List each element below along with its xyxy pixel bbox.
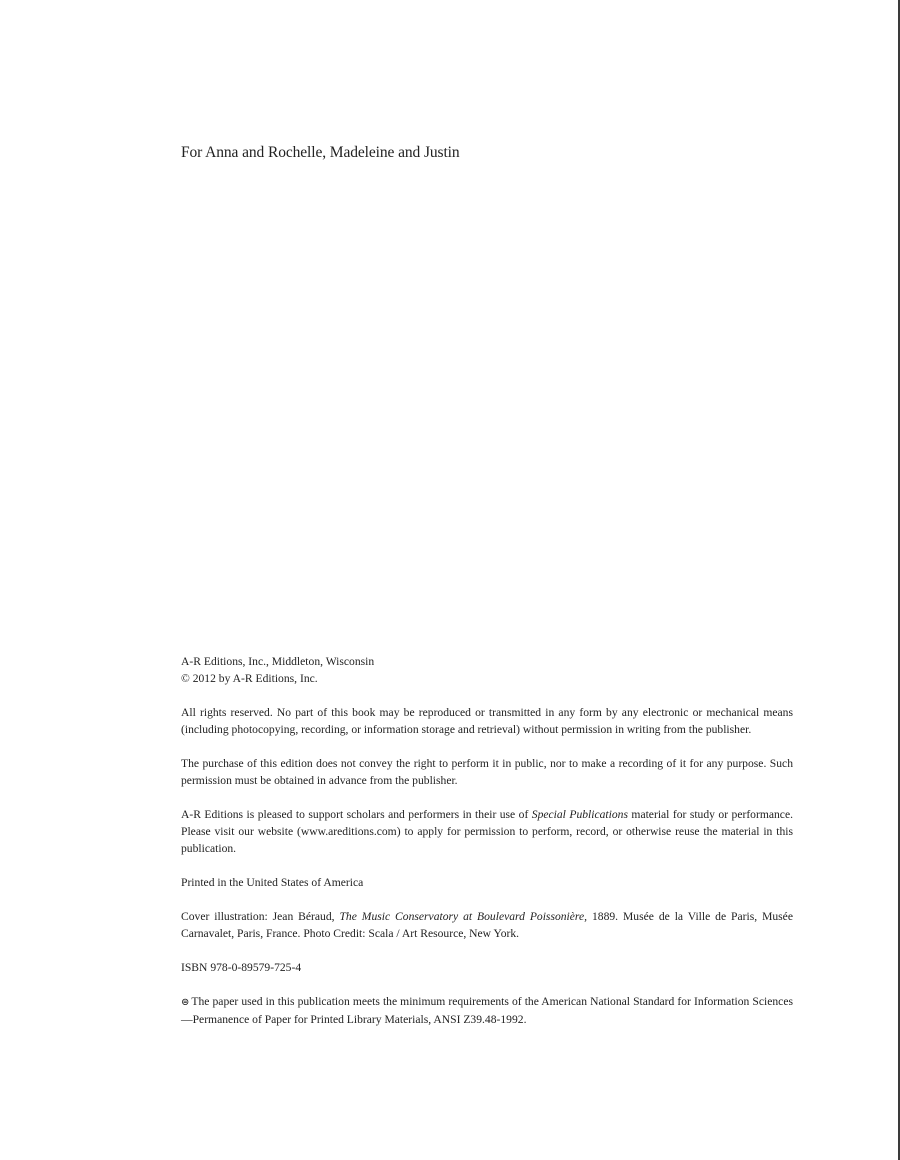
support-text-after: material for study or performance. Please visit our website (www.areditions.com) to apply for permission to perform, record, or otherwise reuse the material in this publication. (181, 808, 793, 855)
isbn: ISBN 978-0-89579-725-4 (181, 961, 302, 974)
publisher-location: A-R Editions, Inc., Middleton, Wisconsin (181, 655, 375, 668)
copyright-line: © 2012 by A-R Editions, Inc. (181, 672, 318, 685)
imprint-block (181, 653, 793, 1045)
dedication: For Anna and Rochelle, Madeleine and Justin (181, 144, 460, 161)
paper-statement (181, 993, 793, 1028)
acid-free-paper-icon: ⊜ (181, 997, 190, 1008)
cover-text-before: Cover illustration: Jean Béraud, (181, 910, 340, 923)
performance-statement: The purchase of this edition does not convey the right to perform it in public, nor to make a recording of it for any purpose. Such permission must be obtained in advance from the publisher. (181, 757, 793, 787)
support-series-title: Special Publications (531, 808, 628, 821)
cover-artwork-title: The Music Conservatory at Boulevard Poissonière, (339, 910, 588, 923)
paper-text: The paper used in this publication meets the minimum requirements of the American National Standard for Information Sciences—Permanence of Paper for Printed Library Materials, ANSI Z39.48-1992. (181, 995, 793, 1026)
cover-text-after: 1889. Musée de la Ville de Paris, Musée Carnavalet, Paris, France. Photo Credit: Scala / Art Resource, New York. (181, 910, 793, 940)
printed-statement: Printed in the United States of America (181, 876, 364, 889)
support-statement (181, 806, 793, 857)
cover-credit (181, 908, 793, 942)
support-text-before: A-R Editions is pleased to support scholars and performers in their use of (181, 808, 532, 821)
rights-statement: All rights reserved. No part of this book may be reproduced or transmitted in any form by any electronic or mechanical means (including photocopying, recording, or information storage and retrieval) without permission in writing from the publisher. (181, 706, 793, 736)
